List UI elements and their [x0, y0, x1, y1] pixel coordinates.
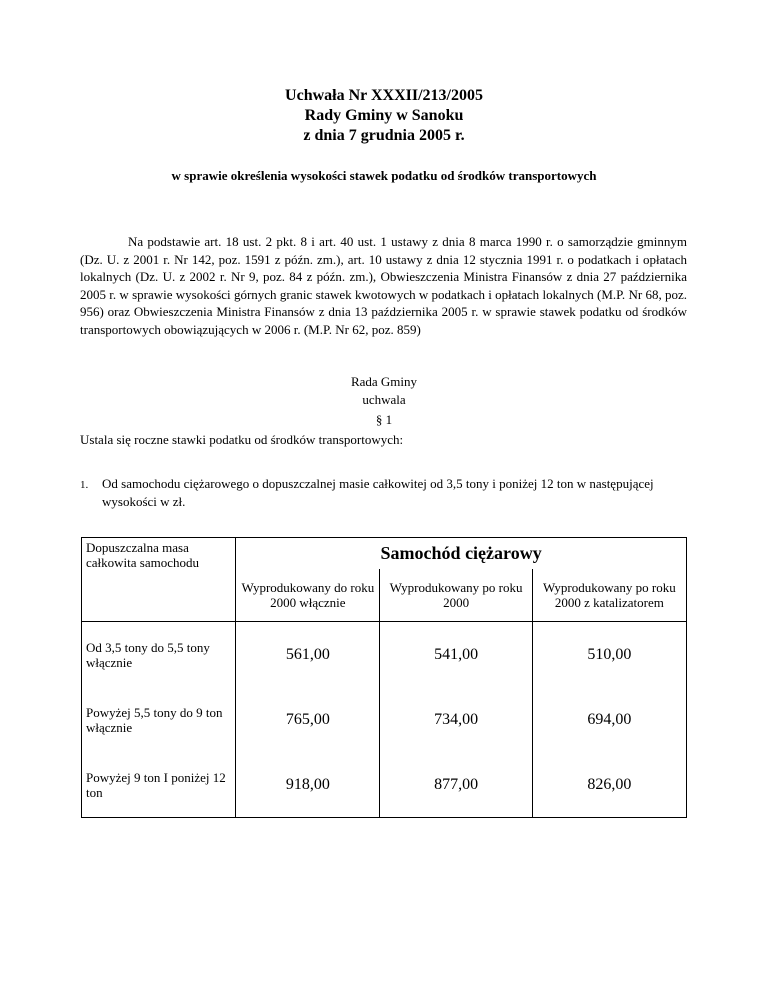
- council-name: Rady Gminy w Sanoku: [304, 107, 464, 124]
- rate-value-cell: 734,00: [380, 687, 532, 752]
- resolution-subject: w sprawie określenia wysokości stawek podatku od środków transportowych: [171, 168, 597, 183]
- column-header: Wyprodukowany po roku 2000: [380, 569, 532, 622]
- decree-statement: Ustala się roczne stawki podatku od środków transportowych:: [80, 432, 404, 447]
- resolves-label: uchwala: [362, 392, 406, 407]
- rate-value-cell: 877,00: [380, 752, 532, 818]
- column-header: Wyprodukowany po roku 2000 z katalizatorem: [532, 569, 686, 622]
- table-row: [82, 752, 687, 818]
- resolution-date: z dnia 7 grudnia 2005 r.: [303, 127, 465, 144]
- rate-value-cell: 694,00: [532, 687, 686, 752]
- rate-value-cell: 918,00: [236, 752, 380, 818]
- section-sign-heading: § 1: [375, 412, 393, 427]
- column-header: Wyprodukowany do roku 2000 włącznie: [236, 569, 380, 622]
- table-header-row: [82, 538, 687, 570]
- rate-value-cell: 826,00: [532, 752, 686, 818]
- list-item-text: Od samochodu ciężarowego o dopuszczalnej masie całkowitej od 3,5 tony i poniżej 12 ton w następującej wysokości w zł.: [102, 476, 654, 509]
- legal-basis-paragraph: Na podstawie art. 18 ust. 2 pkt. 8 i art. 40 ust. 1 ustawy z dnia 8 marca 1990 r. o samorządzie gminnym (Dz. U. z 2001 r. Nr 142, poz. 1591 z późn. zm.), art. 10 ustawy z dnia 12 stycznia 1991 r. o podatkach i opłatach lokalnych (Dz. U. z 2002 r. Nr 9, poz. 84 z późn. zm.), Obwieszczenia Ministra Finansów z dnia 27 października 2005 r. w sprawie wysokości górnych granic stawek kwotowych w podatkach i opłatach lokalnych (M.P. Nr 68, poz. 956) oraz Obwieszczenia Ministra Finansów z dnia 13 października 2005 r. w sprawie stawek podatku od środków transportowych obowiązujących w 2006 r. (M.P. Nr 62, poz. 859): [80, 234, 687, 337]
- document-title: [0, 86, 768, 146]
- resolution-number: Uchwała Nr XXXII/213/2005: [285, 87, 483, 104]
- corner-header-cell: Dopuszczalna masa całkowita samochodu: [82, 538, 236, 622]
- group-header-cell: Samochód ciężarowy: [380, 543, 542, 563]
- rate-value-cell: 541,00: [380, 622, 532, 688]
- row-label-cell: Powyżej 5,5 tony do 9 ton włącznie: [82, 687, 236, 752]
- table-row: [82, 687, 687, 752]
- list-item-number: 1.: [80, 479, 89, 491]
- table-row: [82, 622, 687, 688]
- rate-value-cell: 510,00: [532, 622, 686, 688]
- council-label: Rada Gminy: [350, 374, 418, 389]
- row-label-cell: Powyżej 9 ton I poniżej 12 ton: [82, 752, 236, 818]
- rate-value-cell: 765,00: [236, 687, 380, 752]
- list-item-1: [80, 475, 687, 511]
- row-label-cell: Od 3,5 tony do 5,5 tony włącznie: [82, 622, 236, 688]
- tax-rates-table: [81, 537, 687, 818]
- rate-value-cell: 561,00: [236, 622, 380, 688]
